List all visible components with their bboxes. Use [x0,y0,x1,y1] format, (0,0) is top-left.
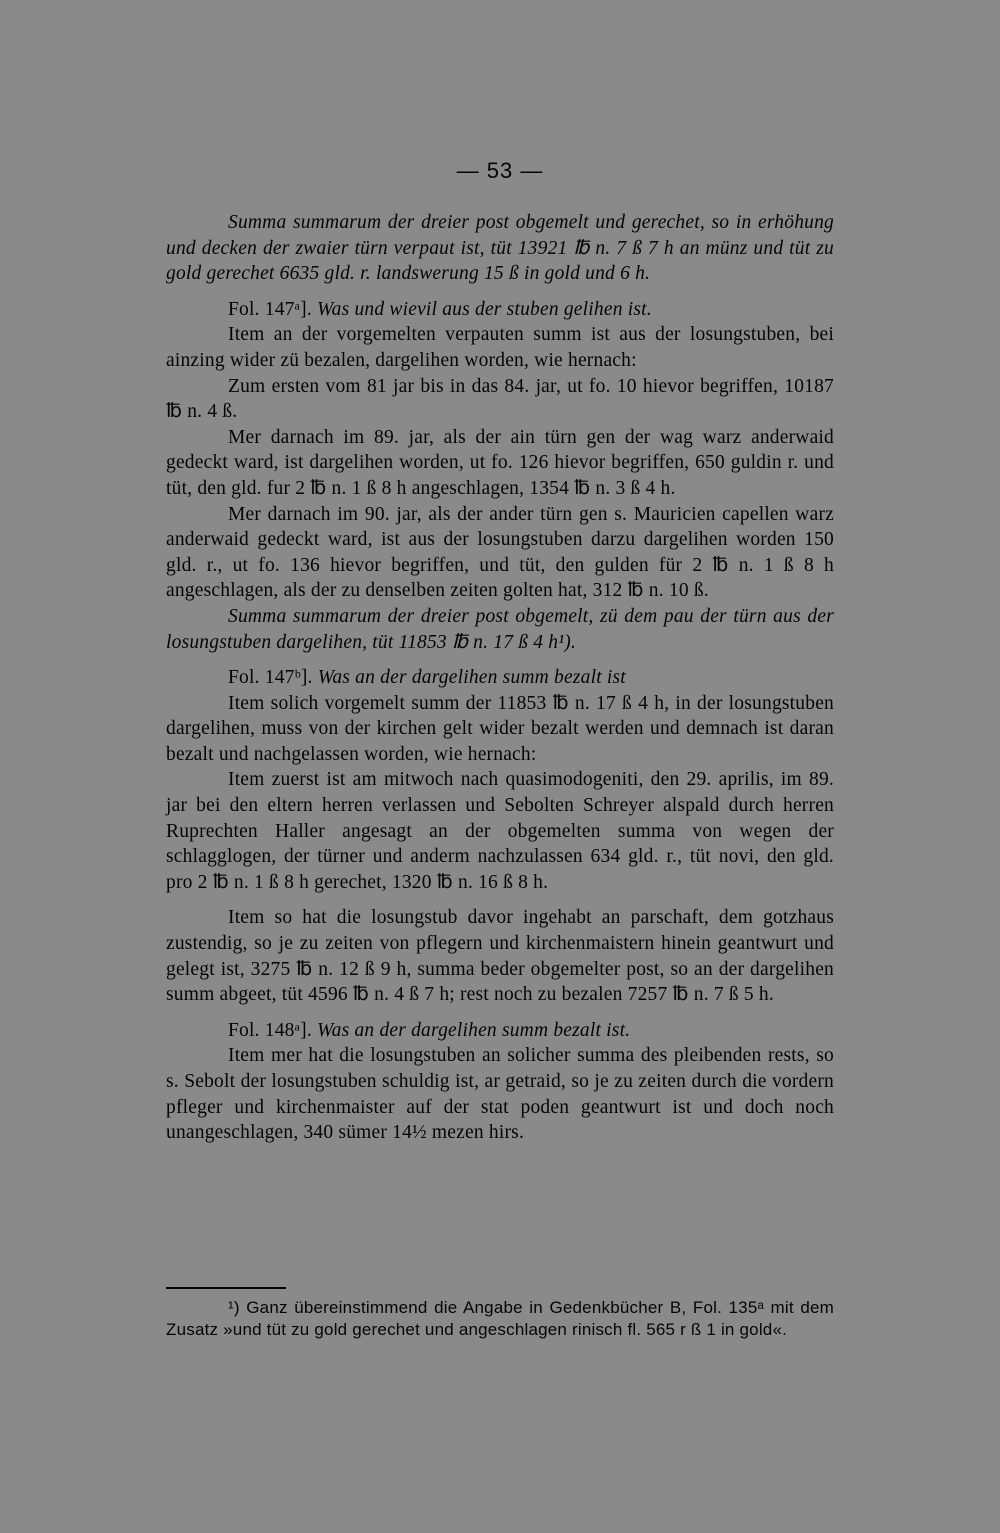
folio-reference: Fol. 148ᵃ]. [228,1019,312,1041]
paragraph-item-1: Item an der vorgemelten verpauten summ ist aus der losungstuben, bei ainzing wider zü bezalen, dargelihen worden, wie hernach: [166,324,834,371]
section-title: Was und wievil aus der stuben gelihen ist. [317,298,652,320]
section-heading-fol-147a [166,297,834,323]
section-heading-fol-148a [166,1018,834,1044]
paragraph-summa-1: Summa summarum der dreier post obgemelt und gerechet, so in erhöhung und decken der zwaier türn verpaut ist, tüt 13921 ℔ n. 7 ß 7 h an münz und tüt zu gold gerechet 6635 gld. r. landswerung 15 ß in gold und 6 h. [166,212,834,285]
section-title: Was an der dargelihen summ bezalt ist [317,667,626,689]
footnote-divider [166,1287,286,1289]
paragraph-zum-ersten: Zum ersten vom 81 jar bis in das 84. jar, ut fo. 10 hievor begriffen, 10187 ℔ n. 4 ß. [166,375,834,423]
paragraph-item-mer: Item mer hat die losungstuben an solicher summa des pleibenden rests, so s. Sebolt der losungstuben schuldig ist, ar getraid, so je zu zeiten durch die vordern pfleger und kirchenmaister auf der stat poden geantwurt ist und doch noch unangeschlagen, 340 sümer 14½ mezen hirs. [166,1045,834,1144]
section-heading-fol-147b [166,665,834,691]
body-text [166,210,834,1146]
folio-reference: Fol. 147ᵃ]. [228,298,312,320]
footnote: ¹) Ganz übereinstimmend die Angabe in Gedenkbücher B, Fol. 135ᵃ mit dem Zusatz »und tüt zu gold gerechet und angeschlagen rinisch fl. 565 r ß 1 in gold«. [166,1298,834,1339]
folio-reference: Fol. 147ᵇ]. [228,667,313,689]
paragraph-mer-90: Mer darnach im 90. jar, als der ander türn gen s. Mauricien capellen warz anderwaid gedeckt ward, ist aus der losungstuben darzu dargelihen worden 150 gld. r., ut fo. 136 hievor begriffen, und tüt, den gulden für 2 ℔ n. 1 ß 8 h angeschlagen, als der zu denselben zeiten golten hat, 312 ℔ n. 10 ß. [166,503,834,602]
paragraph-item-solich: Item solich vorgemelt summ der 11853 ℔ n. 17 ß 4 h, in der losungstuben dargelihen, muss von der kirchen gelt wider bezalt werden und demnach ist daran bezalt und nachgelassen worden, wie hernach: [166,692,834,765]
paragraph-item-zuerst: Item zuerst ist am mitwoch nach quasimodogeniti, den 29. aprilis, im 89. jar bei den eltern herren verlassen und Sebolten Schreyer alspald durch herren Ruprechten Haller angesagt an der obgemelten summa von wegen der schlagglogen, der türner und anderm nachzulassen 634 gld. r., tüt novi, den gld. pro 2 ℔ n. 1 ß 8 h gerechet, 1320 ℔ n. 16 ß 8 h. [166,769,834,893]
page-number: — 53 — [456,158,544,183]
paragraph-mer-89: Mer darnach im 89. jar, als der ain türn gen der wag warz anderwaid gedeckt ward, ist dargelihen worden, ut fo. 126 hievor begriffen, 650 guldin r. und tüt, den gld. fur 2 ℔ n. 1 ß 8 h angeschlagen, 1354 ℔ n. 3 ß 4 h. [166,426,834,499]
paragraph-item-losungstub: Item so hat die losungstub davor ingehabt an parschaft, dem gotzhaus zustendig, so je zu zeiten von pflegern und kirchenmaistern hinein geantwurt und gelegt ist, 3275 ℔ n. 12 ß 9 h, summa beder obgemelter post, so an der dargelihen summ abgeet, tüt 4596 ℔ n. 4 ß 7 h; rest noch zu bezalen 7257 ℔ n. 7 ß 5 h. [166,907,834,1006]
section-title: Was an der dargelihen summ bezalt ist. [317,1019,631,1041]
spacer [166,895,834,905]
paragraph-summa-2: Summa summarum der dreier post obgemelt, zü dem pau der türn aus der losungstuben dargelihen, tüt 11853 ℔ n. 17 ß 4 h¹). [166,605,834,653]
